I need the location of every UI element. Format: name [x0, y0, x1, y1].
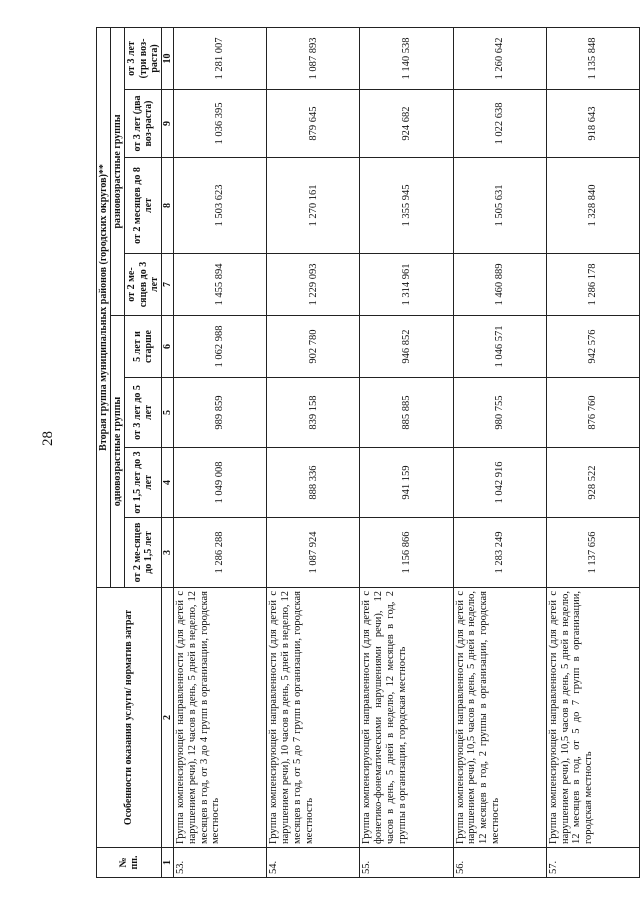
page-number: 28	[40, 431, 56, 446]
row-value: 1 087 924	[267, 518, 360, 588]
column-number-row	[161, 27, 173, 877]
rotated-table-container	[96, 28, 640, 878]
row-value: 1 046 571	[453, 316, 546, 378]
header-col: от 3 лет (три воз-раста)	[125, 27, 162, 89]
col-number: 4	[161, 448, 173, 518]
row-value: 839 158	[267, 378, 360, 448]
row-value: 1 328 840	[546, 158, 639, 254]
row-value: 1 137 656	[546, 518, 639, 588]
row-description: Группа компенсирующей направленности (для детей с нарушением речи), 10 часов в день, 5 дней в неделю, 12 месяцев в год, от 5 до 7 групп в организации, городская местность	[267, 588, 360, 848]
row-value: 1 503 623	[174, 158, 267, 254]
row-value: 1 135 848	[546, 27, 639, 89]
row-value: 1 156 866	[360, 518, 453, 588]
row-value: 941 159	[360, 448, 453, 518]
row-value: 1 286 178	[546, 254, 639, 316]
col-number: 6	[161, 316, 173, 378]
row-value: 1 036 395	[174, 90, 267, 158]
row-value: 1 022 638	[453, 90, 546, 158]
row-index: 55.	[360, 848, 453, 878]
row-value: 1 229 093	[267, 254, 360, 316]
row-value: 885 885	[360, 378, 453, 448]
row-value: 1 281 007	[174, 27, 267, 89]
col-number: 9	[161, 90, 173, 158]
row-description: Группа компенсирующей направленности (для детей с нарушением речи), 12 часов в день, 5 дней в неделю, 12 месяцев в год, от 3 до 4 групп в организации, городская местность	[174, 588, 267, 848]
col-number: 8	[161, 158, 173, 254]
header-col: от 2 ме-сяцев до 1,5 лет	[125, 518, 162, 588]
row-value: 1 460 889	[453, 254, 546, 316]
row-value: 1 314 961	[360, 254, 453, 316]
table-row	[453, 27, 546, 877]
row-index: 53.	[174, 848, 267, 878]
row-value: 1 062 988	[174, 316, 267, 378]
row-value: 1 042 916	[453, 448, 546, 518]
table-row	[546, 27, 639, 877]
row-value: 1 505 631	[453, 158, 546, 254]
row-value: 1 260 642	[453, 27, 546, 89]
header-group: Вторая группа муниципальных районов (городских округов)**	[97, 27, 111, 587]
row-value: 946 852	[360, 316, 453, 378]
row-value: 1 455 894	[174, 254, 267, 316]
row-value: 1 049 008	[174, 448, 267, 518]
row-description: Группа компенсирующей направленности (для детей с фонетико-фонематическими нарушениями речи), 12 часов в день, 5 дней в неделю, 12 месяцев в год, 2 группы в организации, городская местность	[360, 588, 453, 848]
row-value: 928 522	[546, 448, 639, 518]
col-number: 5	[161, 378, 173, 448]
row-value: 918 643	[546, 90, 639, 158]
row-index: 56.	[453, 848, 546, 878]
row-value: 1 286 288	[174, 518, 267, 588]
row-value: 1 283 249	[453, 518, 546, 588]
row-description: Группа компенсирующей направленности (для детей с нарушением речи), 10,5 часов в день, 5 дней в неделю, 12 месяцев в год, 2 группы в организации, городская местность	[453, 588, 546, 848]
row-value: 888 336	[267, 448, 360, 518]
header-mixed-age: разновозрастные группы	[111, 27, 125, 315]
col-number: 1	[161, 848, 173, 878]
row-value: 1 270 161	[267, 158, 360, 254]
row-value: 942 576	[546, 316, 639, 378]
row-value: 1 355 945	[360, 158, 453, 254]
col-number: 2	[161, 588, 173, 848]
header-col: от 3 лет до 5 лет	[125, 378, 162, 448]
row-value: 1 087 893	[267, 27, 360, 89]
row-value: 980 755	[453, 378, 546, 448]
header-col: от 3 лет (два воз-раста)	[125, 90, 162, 158]
row-description: Группа компенсирующей направленности (для детей с нарушением речи), 10,5 часов в день, 5 дней в неделю, 12 месяцев в год, от 5 до 7 групп в организации, городская местность	[546, 588, 639, 848]
col-number: 3	[161, 518, 173, 588]
header-idx: № пп.	[97, 848, 162, 878]
header-same-age: одновозрастные группы	[111, 316, 125, 588]
col-number: 10	[161, 27, 173, 89]
table-row	[174, 27, 267, 877]
header-col: от 2 месяцев до 8 лет	[125, 158, 162, 254]
col-number: 7	[161, 254, 173, 316]
table-row	[360, 27, 453, 877]
table-row	[267, 27, 360, 877]
row-value: 924 682	[360, 90, 453, 158]
row-index: 57.	[546, 848, 639, 878]
row-value: 989 859	[174, 378, 267, 448]
row-value: 902 780	[267, 316, 360, 378]
row-value: 879 645	[267, 90, 360, 158]
header-col: 5 лет и старше	[125, 316, 162, 378]
header-col: от 1,5 лет до 3 лет	[125, 448, 162, 518]
header-desc: Особенности оказания услуги/ норматив затрат	[97, 588, 162, 848]
row-value: 876 760	[546, 378, 639, 448]
header-col: от 2 ме-сяцев до 3 лет	[125, 254, 162, 316]
cost-norms-table	[96, 27, 640, 878]
row-value: 1 140 538	[360, 27, 453, 89]
row-index: 54.	[267, 848, 360, 878]
